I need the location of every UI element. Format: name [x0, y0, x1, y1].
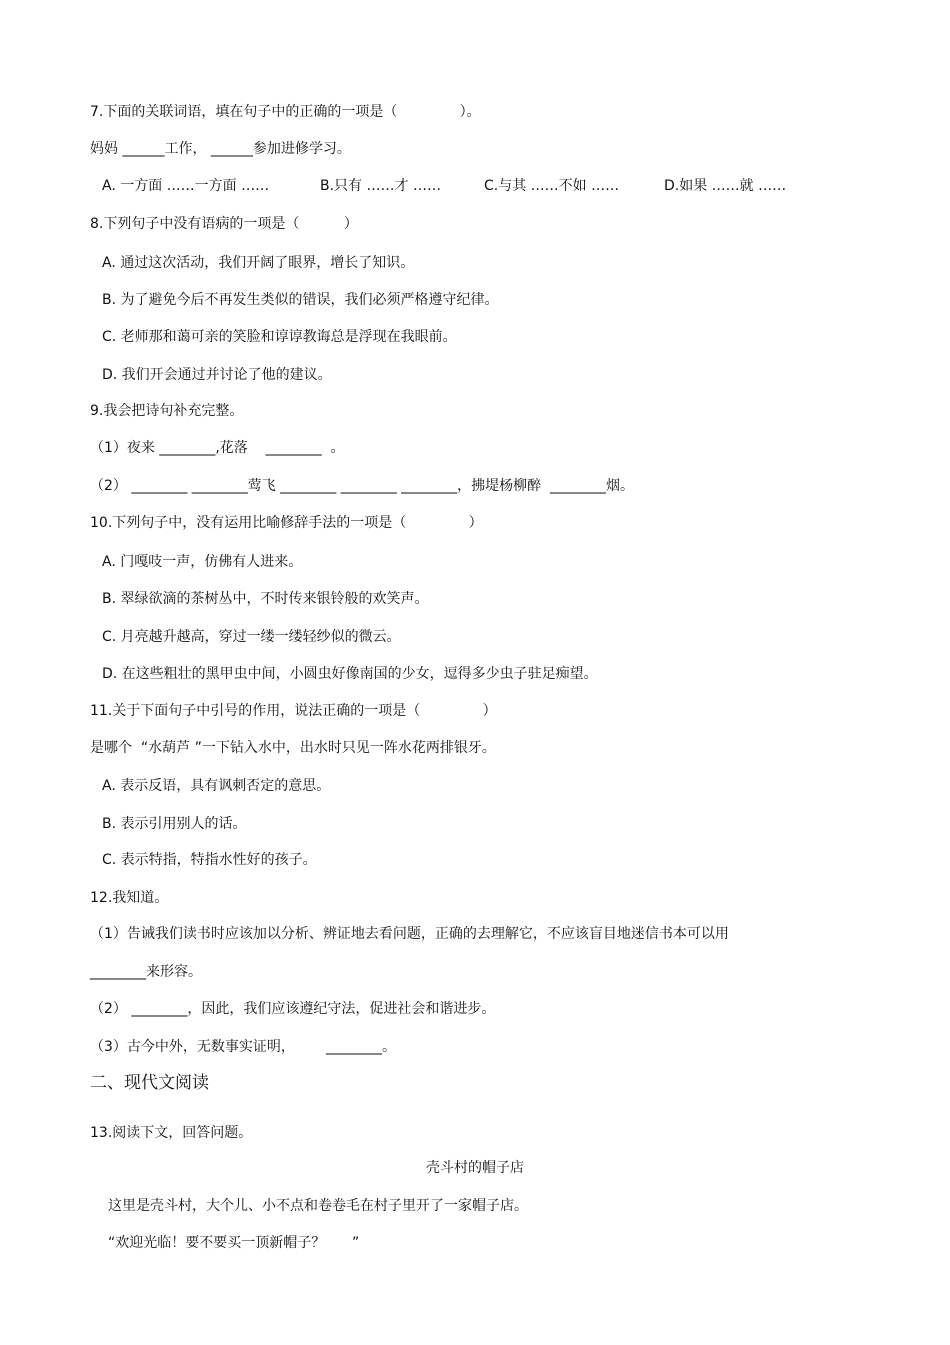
q7-option-a: A. 一方面 ……一方面 ……: [102, 178, 270, 194]
q7-options: [0, 177, 950, 195]
q11-option-b: B. 表示引用别人的话。: [102, 816, 247, 832]
q11-option-a: A. 表示反语，具有讽刺否定的意思。: [102, 778, 331, 794]
section-heading: 二、现代文阅读: [90, 1073, 209, 1093]
q12-item-1-continued: ________来形容。: [90, 964, 202, 980]
q8-option-b: B. 为了避免今后不再发生类似的错误，我们必须严格遵守纪律。: [102, 292, 499, 308]
q9-stem: 9.我会把诗句补充完整。: [90, 403, 244, 419]
q7-option-b: B.只有 ……才 ……: [320, 178, 441, 194]
passage-paragraph-2: “欢迎光临！要不要买一顶新帽子？ ”: [108, 1235, 360, 1251]
passage-title: 壳斗村的帽子店: [426, 1160, 524, 1176]
q10-option-c: C. 月亮越升越高，穿过一缕一缕轻纱似的微云。: [102, 629, 401, 645]
q7-option-d: D.如果 ……就 ……: [664, 178, 787, 194]
q8-stem: 8.下列句子中没有语病的一项是（ ）: [90, 216, 358, 232]
q12-item-2: （2） ________，因此，我们应该遵纪守法，促进社会和谐进步。: [90, 1001, 496, 1017]
q12-item-3: （3）古今中外，无数事实证明， ________。: [90, 1039, 397, 1055]
q7-sentence: 妈妈 ______工作， ______参加进修学习。: [90, 141, 351, 157]
q12-stem: 12.我知道。: [90, 890, 169, 906]
q11-option-c: C. 表示特指，特指水性好的孩子。: [102, 852, 317, 868]
q7-option-c: C.与其 ……不如 ……: [484, 178, 620, 194]
q8-option-d: D. 我们开会通过并讨论了他的建议。: [102, 367, 332, 383]
passage-paragraph-1: 这里是壳斗村，大个儿、小不点和卷卷毛在村子里开了一家帽子店。: [108, 1198, 528, 1214]
q13-stem: 13.阅读下文，回答问题。: [90, 1125, 253, 1141]
q7-stem: 7.下面的关联词语，填在句子中的正确的一项是（ ）。: [90, 104, 481, 120]
q11-sentence: 是哪个 “水葫芦 ”一下钻入水中，出水时只见一阵水花两排银牙。: [90, 740, 496, 756]
q11-stem: 11.关于下面句子中引号的作用，说法正确的一项是（ ）: [90, 703, 497, 719]
q10-stem: 10.下列句子中，没有运用比喻修辞手法的一项是（ ）: [90, 515, 483, 531]
q9-item-1: （1）夜来 ________,花落 ________ 。: [90, 440, 345, 456]
q10-option-a: A. 门嘎吱一声，仿佛有人进来。: [102, 554, 303, 570]
q10-option-d: D. 在这些粗壮的黑甲虫中间，小圆虫好像南国的少女，逗得多少虫子驻足痴望。: [102, 666, 598, 682]
q8-option-a: A. 通过这次活动，我们开阔了眼界，增长了知识。: [102, 255, 415, 271]
q8-option-c: C. 老师那和蔼可亲的笑脸和谆谆教诲总是浮现在我眼前。: [102, 329, 457, 345]
q12-item-1: （1）告诫我们读书时应该加以分析、辨证地去看问题，正确的去理解它，不应该盲目地迷信书本可以用: [90, 926, 729, 942]
q10-option-b: B. 翠绿欲滴的茶树丛中，不时传来银铃般的欢笑声。: [102, 591, 429, 607]
q9-item-2: （2） ________ ________莺飞 ________ ________ ________，拂堤杨柳醉 ________烟。: [90, 478, 635, 494]
